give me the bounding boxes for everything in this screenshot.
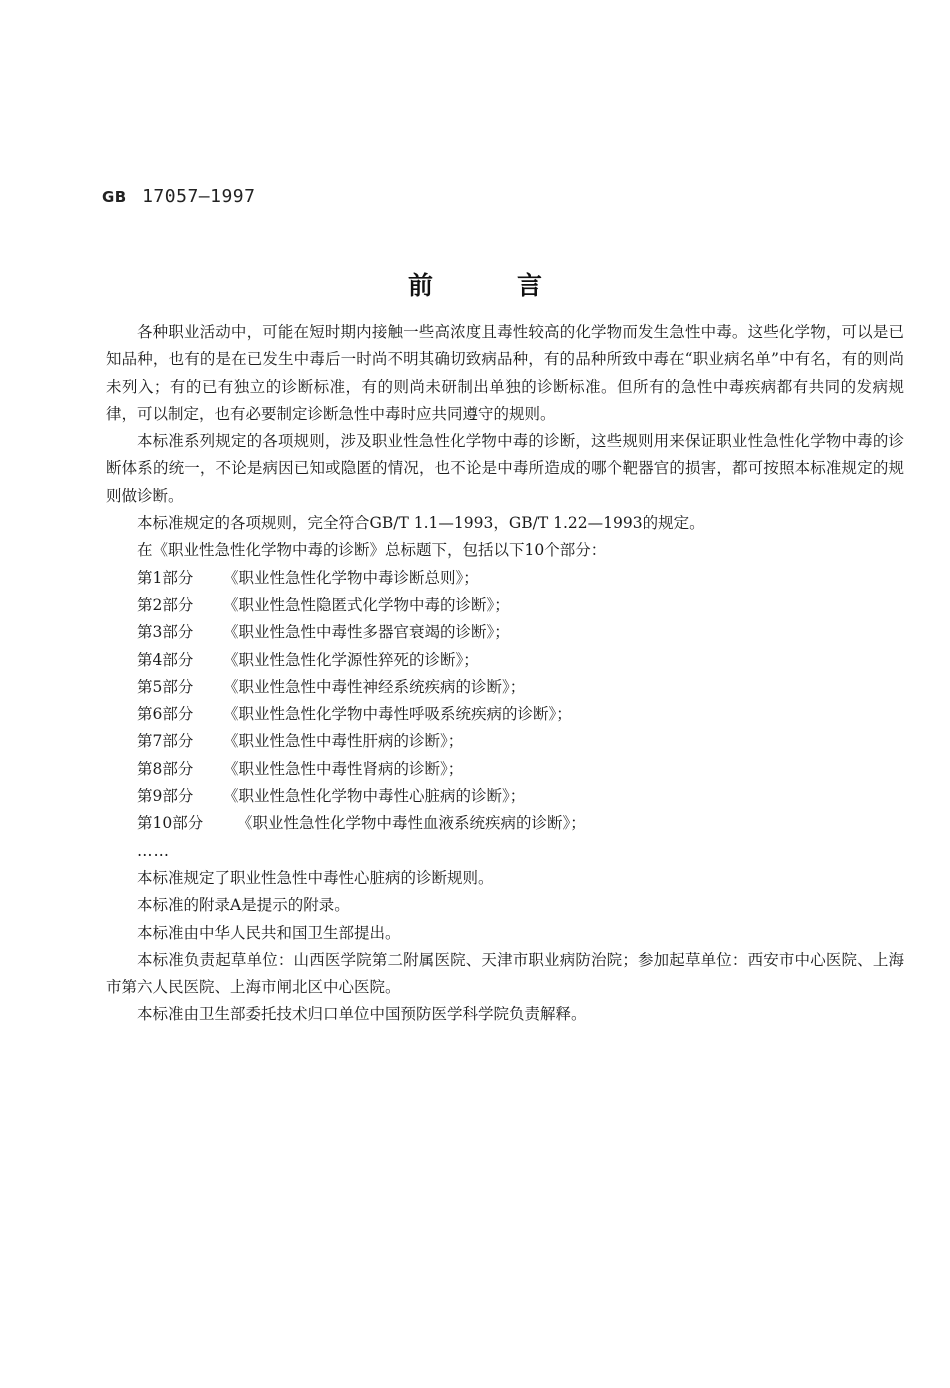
part-title: 《职业性急性化学物中毒诊断总则》； [223,568,479,587]
list-item [106,728,904,755]
list-item [106,701,904,728]
paragraph-2: 本标准系列规定的各项规则，涉及职业性急性化学物中毒的诊断，这些规则用来保证职业性急性化学物中毒的诊断体系的统一，不论是病因已知或隐匿的情况，也不论是中毒所造成的哪个靶器官的损害，都可按照本标准规定的规则做诊断。 [106,432,904,505]
scope-line: 本标准规定了职业性急性中毒性心脏病的诊断规则。 [137,868,494,887]
list-item [106,674,904,701]
part-number: 第9部分 [137,787,194,806]
part-title: 《职业性急性隐匿式化学物中毒的诊断》； [223,595,510,614]
standard-number: 17057—1997 [142,186,256,207]
part-title: 《职业性急性中毒性肝病的诊断》； [223,732,464,751]
part-number: 第4部分 [137,650,194,669]
drafters-paragraph: 本标准负责起草单位：山西医学院第二附属医院、天津市职业病防治院；参加起草单位：西安市中心医院、上海市第六人民医院、上海市闸北区中心医院。 [106,950,904,997]
part-title: 《职业性急性中毒性多器官衰竭的诊断》； [223,623,510,642]
part-number: 第1部分 [137,568,194,587]
part-number: 第10部分 [137,814,204,833]
part-number: 第6部分 [137,705,194,724]
list-item [106,756,904,783]
part-title: 《职业性急性化学源性猝死的诊断》； [223,650,479,669]
part-title: 《职业性急性化学物中毒性血液系统疾病的诊断》； [237,814,586,833]
list-item [106,592,904,619]
page-title: 前言 [407,271,626,300]
document-code [102,186,255,207]
interpretation-line: 本标准由卫生部委托技术归口单位中国预防医学科学院负责解释。 [137,1005,587,1024]
part-title: 《职业性急性化学物中毒性呼吸系统疾病的诊断》； [223,705,572,724]
list-ellipsis: …… [137,841,170,860]
part-number: 第7部分 [137,732,194,751]
conformance-line: 本标准规定的各项规则，完全符合GB/T 1.1—1993，GB/T 1.22—1993的规定。 [137,514,705,533]
list-item [106,810,904,837]
part-number: 第8部分 [137,759,194,778]
part-number: 第5部分 [137,677,194,696]
appendix-line: 本标准的附录A是提示的附录。 [137,896,350,915]
list-item [106,783,904,810]
list-item [106,647,904,674]
proposer-line: 本标准由中华人民共和国卫生部提出。 [137,923,401,942]
list-item [106,619,904,646]
paragraph-1: 各种职业活动中，可能在短时期内接触一些高浓度且毒性较高的化学物而发生急性中毒。这些化学物，可以是已知品种，也有的是在已发生中毒后一时尚不明其确切致病品种，有的品种所致中毒在“职业病名单”中有名，有的则尚未列入；有的已有独立的诊断标准，有的则尚未研制出单独的诊断标准。但所有的急性中毒疾病都有共同的发病规律，可以制定，也有必要制定诊断急性中毒时应共同遵守的规则。 [106,323,904,423]
part-title: 《职业性急性化学物中毒性心脏病的诊断》； [223,787,526,806]
part-title: 《职业性急性中毒性神经系统疾病的诊断》； [223,677,526,696]
part-number: 第2部分 [137,595,194,614]
part-number: 第3部分 [137,623,194,642]
list-item [106,565,904,592]
foreword-body [106,319,904,1029]
standard-prefix: GB [102,188,127,206]
part-title: 《职业性急性中毒性肾病的诊断》； [223,759,464,778]
parts-intro-line: 在《职业性急性化学物中毒的诊断》总标题下，包括以下10个部分： [137,541,607,560]
